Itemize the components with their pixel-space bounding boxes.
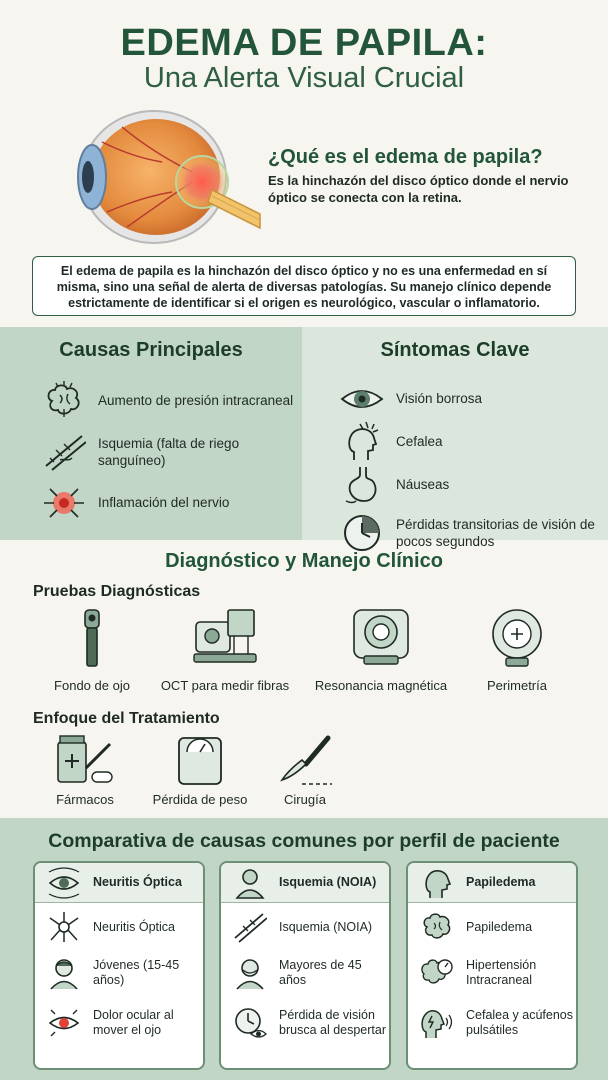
card-row xyxy=(221,948,389,998)
diagnosis-title: Diagnóstico y Manejo Clínico xyxy=(165,550,443,572)
page-subtitle: Una Alerta Visual Crucial xyxy=(143,62,465,94)
tests-heading: Pruebas Diagnósticas xyxy=(33,583,201,600)
card-row xyxy=(408,998,576,1048)
card-header xyxy=(408,863,576,903)
test-item xyxy=(52,606,132,693)
head-icon xyxy=(420,866,454,900)
brain-pressure-icon xyxy=(420,956,454,990)
card-header-label: Neuritis Óptica xyxy=(93,875,182,889)
card-row xyxy=(408,906,576,948)
card-row-label: Cefalea y acúfenos pulsátiles xyxy=(466,1008,574,1037)
perimeter-icon xyxy=(482,606,552,670)
brain-icon xyxy=(42,379,86,423)
cause-label: Inflamación del nervio xyxy=(98,495,230,510)
scalpel-icon xyxy=(272,734,338,788)
list-item xyxy=(42,477,294,528)
scale-icon xyxy=(167,734,233,788)
question-heading: ¿Qué es el edema de papila? xyxy=(268,146,543,168)
list-item xyxy=(42,375,294,426)
page-title: EDEMA DE PAPILA: xyxy=(120,22,488,64)
card-row xyxy=(35,948,203,998)
card-body xyxy=(35,903,203,1048)
comparison-title: Comparativa de causas comunes por perfil de paciente xyxy=(48,830,560,852)
headache-icon xyxy=(340,420,384,464)
test-label: OCT para medir fibras xyxy=(160,678,290,693)
causes-symptoms-band xyxy=(0,327,608,549)
card-row xyxy=(35,906,203,948)
eye-scan-icon xyxy=(47,866,81,900)
cause-label: Isquemia (falta de riego sanguíneo) xyxy=(98,435,240,468)
test-item xyxy=(308,606,454,693)
mri-scanner-icon xyxy=(346,606,416,670)
neuron-icon xyxy=(47,910,81,944)
inflamed-nerve-icon xyxy=(42,481,86,525)
treatment-item xyxy=(270,734,340,807)
comparison-card xyxy=(406,861,578,1070)
list-item xyxy=(340,420,600,463)
test-label: Fondo de ojo xyxy=(54,678,130,693)
card-row-label: Papiledema xyxy=(466,919,533,934)
eyeball-illustration xyxy=(62,102,262,252)
person-icon xyxy=(233,866,267,900)
card-row xyxy=(408,948,576,998)
treatment-label: Cirugía xyxy=(284,792,326,807)
treatment-heading: Enfoque del Tratamiento xyxy=(33,710,220,727)
ophthalmoscope-icon xyxy=(57,606,127,670)
causes-list xyxy=(42,375,294,528)
symptoms-title: Síntomas Clave xyxy=(380,339,530,361)
stomach-icon xyxy=(340,463,384,507)
test-label: Perimetría xyxy=(487,678,547,693)
cause-label: Aumento de presión intracraneal xyxy=(98,393,294,408)
symptoms-list xyxy=(340,377,600,560)
treatment-item xyxy=(50,734,120,807)
card-header xyxy=(35,863,203,903)
list-item xyxy=(42,426,294,477)
card-row-label: Neuritis Óptica xyxy=(93,919,175,934)
card-row xyxy=(221,998,389,1048)
card-row-label: Hipertensión Intracraneal xyxy=(466,958,537,987)
card-row-label: Mayores de 45 años xyxy=(279,958,362,987)
card-row-label: Dolor ocular al mover el ojo xyxy=(93,1008,174,1037)
summary-callout: El edema de papila es la hinchazón del disco óptico y no es una enfermedad en sí misma, sino una señal de alerta de diversas patologías. Su manejo clínico depende estrictamente de identificar si el origen es neurológico, vascular o inflamatorio. xyxy=(32,256,576,316)
card-row-label: Isquemia (NOIA) xyxy=(279,919,373,934)
blood-vessel-icon xyxy=(233,910,267,944)
medication-icon xyxy=(52,734,118,788)
card-header-label: Isquemia (NOIA) xyxy=(279,875,377,889)
eye-pain-icon xyxy=(47,1006,81,1040)
symptom-label: Cefalea xyxy=(396,434,443,449)
test-label: Resonancia magnética xyxy=(314,678,448,693)
symptom-label: Visión borrosa xyxy=(396,391,483,406)
card-row xyxy=(35,998,203,1048)
question-answer: Es la hinchazón del disco óptico donde el nervio óptico se conecta con la retina. xyxy=(268,173,569,205)
clock-eye-icon xyxy=(233,1006,267,1040)
test-item xyxy=(155,606,295,693)
card-row xyxy=(221,906,389,948)
symptoms-panel xyxy=(302,327,608,549)
clock-icon xyxy=(340,511,384,555)
test-item xyxy=(472,606,562,693)
card-header-label: Papiledema xyxy=(466,875,536,889)
card-body xyxy=(408,903,576,1048)
card-body xyxy=(221,903,389,1048)
comparison-band xyxy=(0,818,608,1080)
card-row-label: Jóvenes (15-45 años) xyxy=(93,958,180,987)
young-person-icon xyxy=(47,956,81,990)
elderly-person-icon xyxy=(233,956,267,990)
brain-icon xyxy=(420,910,454,944)
list-item xyxy=(340,463,600,506)
eye-icon xyxy=(340,377,384,421)
comparison-card xyxy=(33,861,205,1070)
treatment-label: Fármacos xyxy=(56,792,114,807)
treatment-label: Pérdida de peso xyxy=(152,792,248,807)
symptom-label: Náuseas xyxy=(396,477,450,492)
comparison-card xyxy=(219,861,391,1070)
blood-vessel-icon xyxy=(42,430,86,474)
card-row-label: Pérdida de visión brusca al despertar xyxy=(279,1008,387,1037)
treatment-item xyxy=(145,734,255,807)
oct-machine-icon xyxy=(190,606,260,670)
list-item xyxy=(340,377,600,420)
causes-title: Causas Principales xyxy=(59,339,243,361)
card-header xyxy=(221,863,389,903)
symptom-label: Pérdidas transitorias de visión de pocos segundos xyxy=(396,517,595,549)
head-sound-icon xyxy=(420,1006,454,1040)
causes-panel xyxy=(0,327,302,540)
